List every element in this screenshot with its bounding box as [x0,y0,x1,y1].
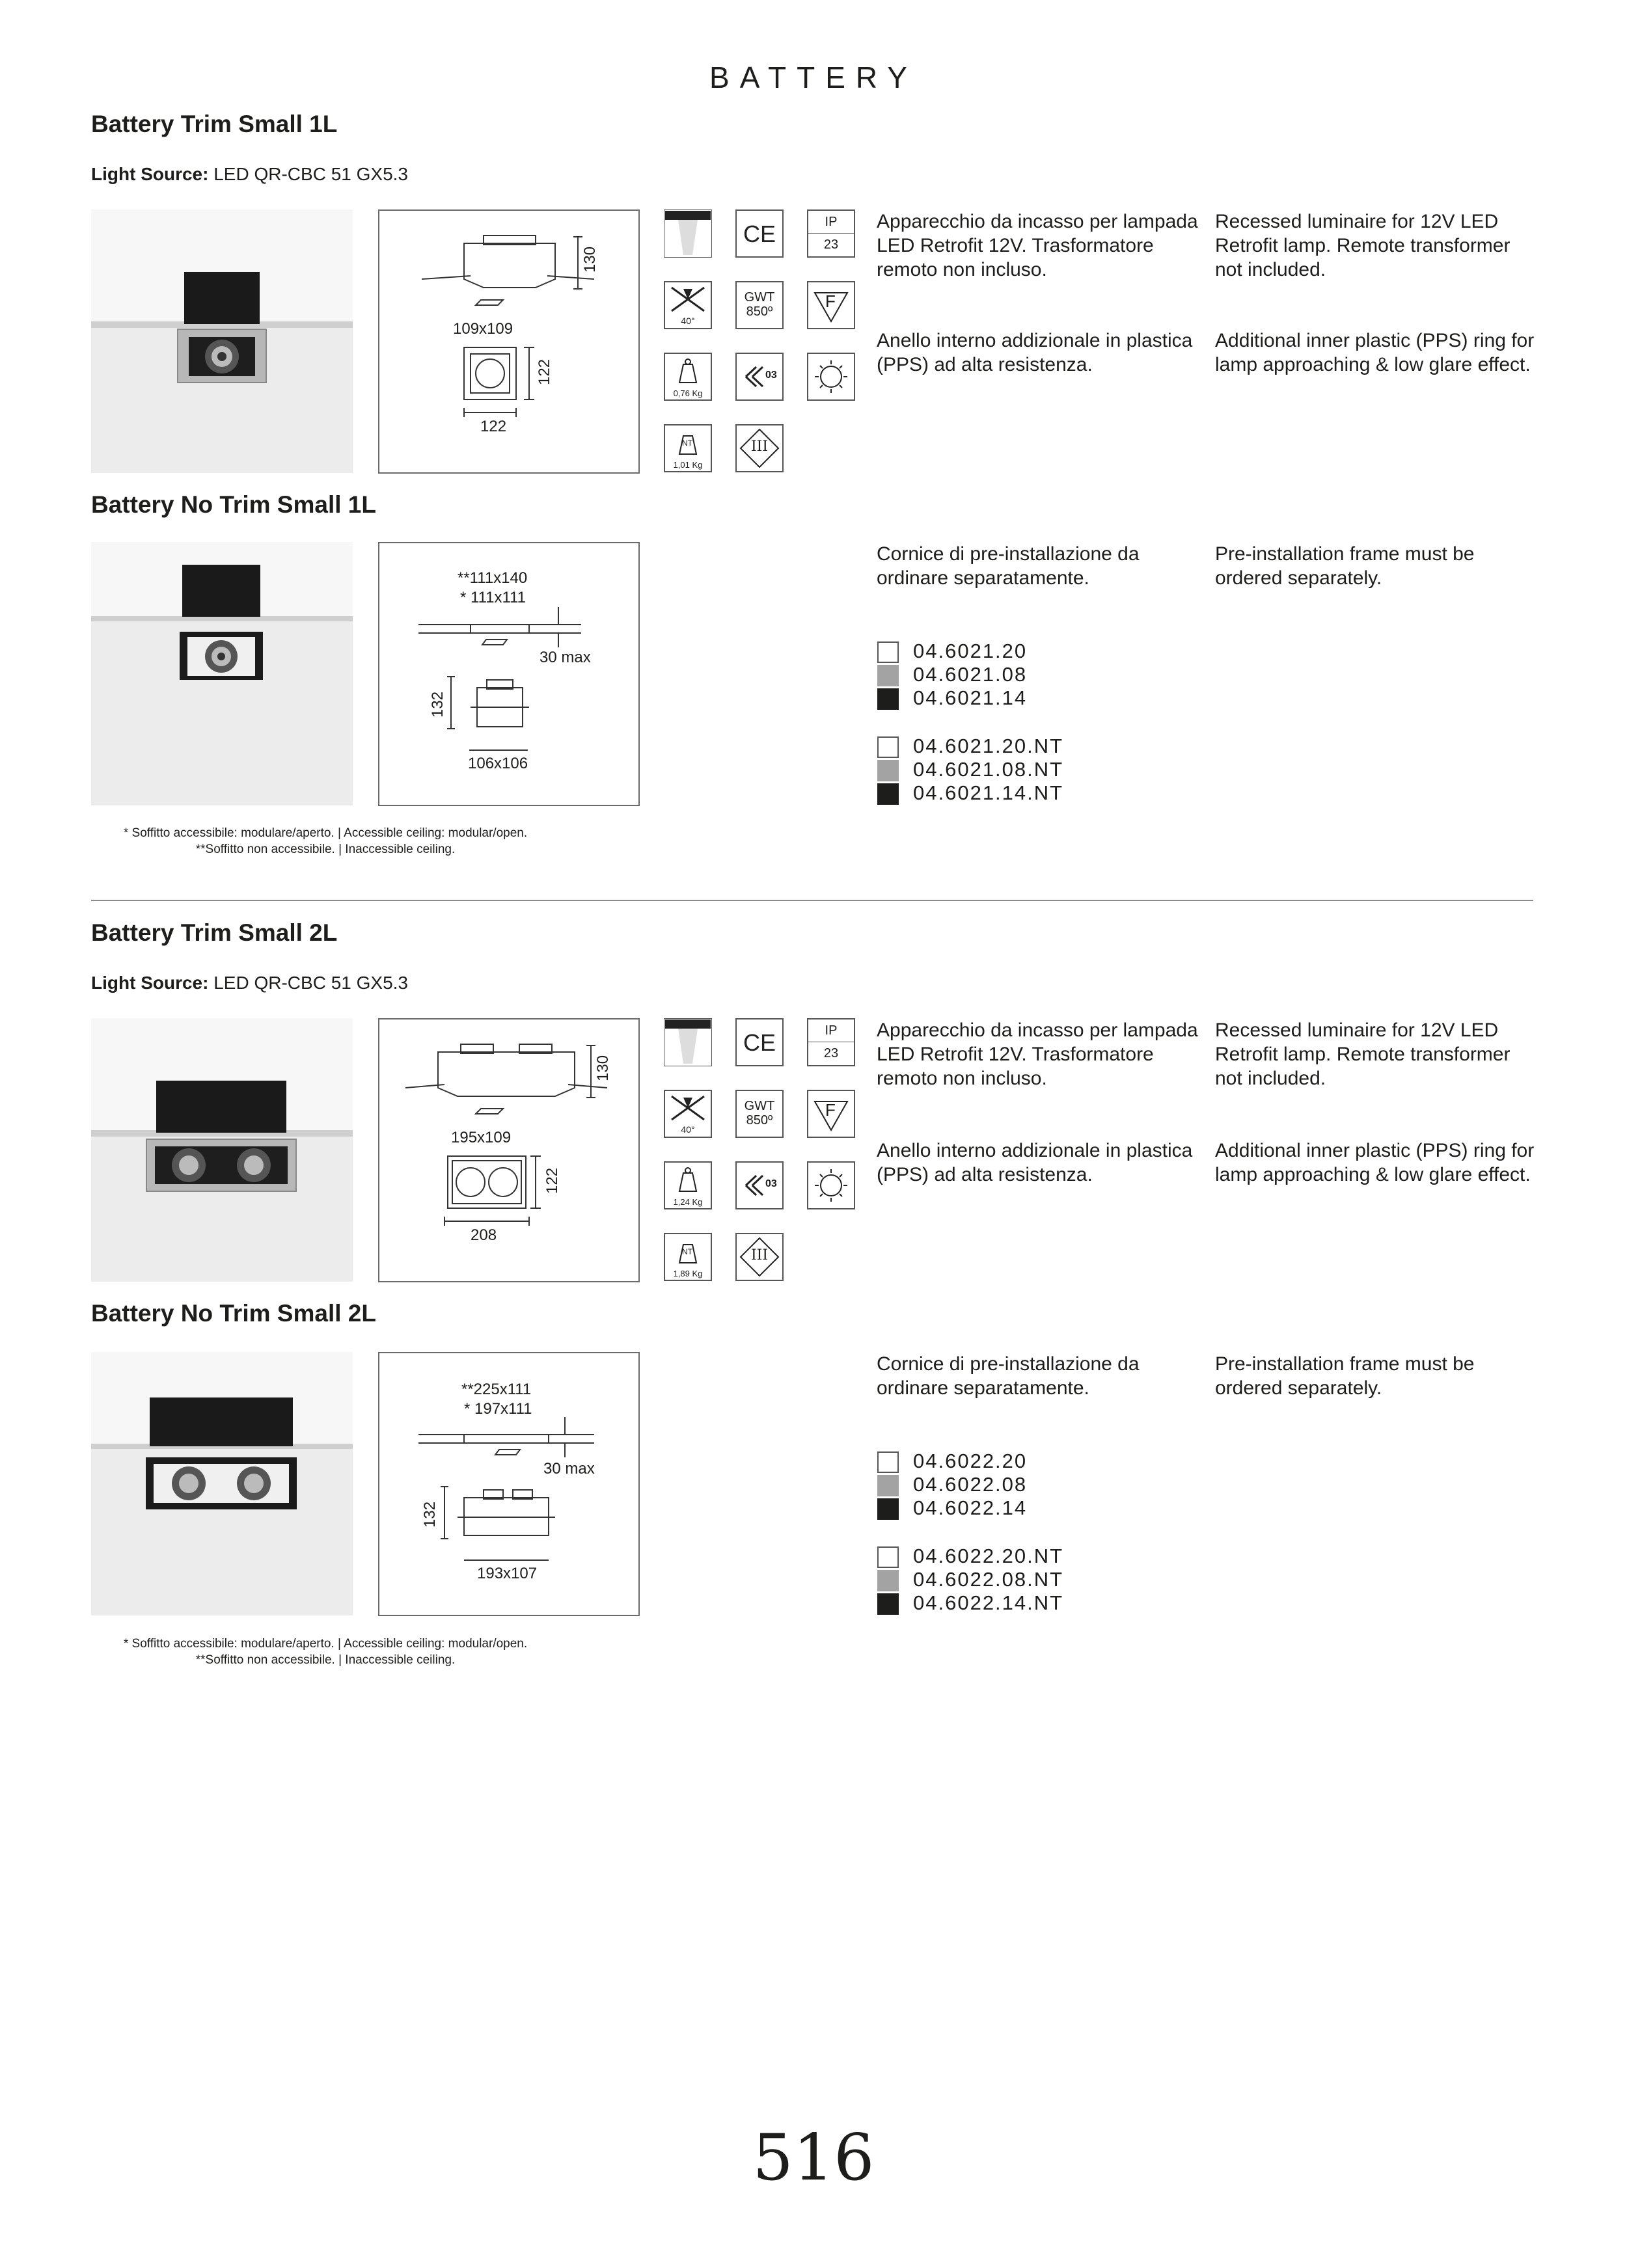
code-row [877,1591,1063,1615]
nt-label: NT [682,1247,692,1256]
ce-mark-icon [735,209,784,258]
description-en: Recessed luminaire for 12V LED Retrofit lamp. Remote transformer not included. [1215,211,1511,280]
technical-drawing-trim-1l [378,209,640,474]
footnote-inaccessible: **Soffitto non accessibile. | Inaccessible ceiling. [195,843,456,856]
color-swatch-black [877,688,899,710]
color-swatch-white [877,641,899,663]
description-en: Recessed luminaire for 12V LED Retrofit lamp. Remote transformer not included. [1215,1019,1511,1089]
lamp-symbol-icon [807,353,855,401]
lamp-beam-icon [664,1018,712,1066]
description-it: Apparecchio da incasso per lampada LED Retrofit 12V. Trasformatore remoto non incluso. [877,1019,1198,1089]
product-code: 04.6022.20 [913,1450,1028,1472]
icon-grid-trim-1l [664,209,859,476]
class-label: III [750,1247,769,1263]
color-swatch-white [877,736,899,758]
light-source-value: LED QR-CBC 51 GX5.3 [213,973,409,993]
product-code: 04.6021.20.NT [913,735,1064,757]
description-en: Pre-installation frame must be ordered separately. [1215,1353,1475,1399]
product-photo-trim-1l [91,209,353,473]
footnote-inaccessible: **Soffitto non accessibile. | Inaccessible ceiling. [195,1653,456,1667]
weight-value: 0,76 Kg [673,388,703,398]
product-photo-notrim-2l [91,1352,353,1615]
dim-max: 30 max [543,1460,595,1478]
code-row [877,640,1027,663]
description-it-ring: Anello interno addizionale in plastica (PPS) ad alta resistenza. [877,1140,1193,1185]
light-source-label: Light Source: [91,973,209,993]
color-swatch-grey [877,1570,899,1591]
product-code: 04.6022.14.NT [913,1591,1064,1614]
ip-label: IP [808,1019,854,1042]
product-code: 04.6021.14.NT [913,781,1064,804]
footnote [39,825,612,857]
f-mark-icon [807,281,855,329]
code-list [877,640,1027,710]
color-swatch-black [877,1498,899,1520]
beam-angle-value: 40° [681,316,695,326]
color-swatch-grey [877,665,899,686]
beam-angle-icon [664,1090,712,1138]
light-source-value: LED QR-CBC 51 GX5.3 [213,164,409,184]
code-row [877,1496,1027,1520]
light-source [91,164,408,185]
weight-nt-icon [664,424,712,472]
technical-drawing-trim-2l [378,1018,640,1282]
ip-value: 23 [823,237,839,252]
description-it-ring: Anello interno addizionale in plastica (PPS) ad alta resistenza. [877,330,1193,375]
gwt-temp: 850º [746,304,773,319]
code-row [877,735,1063,758]
product-code: 04.6022.08 [913,1473,1028,1496]
section-title: Battery Trim Small 1L [91,111,338,137]
svg-text:CE: CE [743,221,776,247]
ip-label: IP [808,211,854,234]
dim-height: 132 [429,691,446,718]
code-list-nt [877,1545,1063,1615]
section-divider [91,900,1533,901]
nt-label: NT [682,439,692,448]
energy-class-icon [735,1161,784,1209]
glow-wire-icon [735,1090,784,1138]
code-row [877,1545,1063,1568]
weight-icon [664,1161,712,1209]
product-photo-notrim-1l [91,542,353,805]
description-it: Cornice di pre-installazione da ordinare separatamente. [877,543,1140,589]
section-title: Battery Trim Small 2L [91,919,338,946]
ip-rating-icon [807,1018,855,1066]
footnote-accessible: * Soffitto accessibile: modulare/aperto. | Accessible ceiling: modular/open. [123,1637,528,1651]
footnote [39,1636,612,1668]
page-header: BATTERY [709,61,918,94]
energy-value: 03 [765,370,777,381]
code-row [877,663,1027,686]
dim-cutout: 195x109 [451,1129,512,1146]
glow-wire-icon [735,281,784,329]
ip-rating-icon [807,209,855,258]
gwt-label: GWT [744,290,775,304]
f-mark-letter: F [825,1100,836,1120]
weight-value: 1,24 Kg [673,1197,703,1207]
dim-height: 130 [594,1055,612,1081]
dim-face-width: 208 [471,1226,497,1244]
dim-height: 130 [581,246,599,273]
section-title: Battery No Trim Small 1L [91,491,376,518]
dim-face-height: 122 [543,1167,561,1194]
dim-height: 132 [421,1501,439,1528]
footnote-accessible: * Soffitto accessibile: modulare/aperto. | Accessible ceiling: modular/open. [123,826,528,840]
dim-face-height: 122 [536,358,553,385]
f-mark-icon [807,1090,855,1138]
description-it: Apparecchio da incasso per lampada LED Retrofit 12V. Trasformatore remoto non incluso. [877,211,1198,280]
dim-face-width: 122 [480,418,507,435]
dim-cut-nc: **225x111 [461,1381,532,1398]
light-source [91,973,408,993]
color-swatch-black [877,1593,899,1615]
dim-cut-c: * 197x111 [464,1400,532,1418]
code-list-nt [877,735,1063,805]
dim-cutout: 109x109 [453,320,513,338]
lamp-beam-icon [664,209,712,258]
color-swatch-black [877,783,899,805]
description-en-ring: Additional inner plastic (PPS) ring for lamp approaching & low glare effect. [1215,330,1535,375]
code-row [877,1473,1027,1496]
class-label: III [750,439,769,455]
product-code: 04.6021.08.NT [913,758,1064,781]
section-title: Battery No Trim Small 2L [91,1300,376,1327]
beam-angle-value: 40° [681,1124,695,1135]
beam-angle-icon [664,281,712,329]
code-list [877,1450,1027,1520]
color-swatch-white [877,1546,899,1568]
ce-mark-icon [735,1018,784,1066]
code-row [877,758,1063,781]
energy-class-icon [735,353,784,401]
lamp-symbol-icon [807,1161,855,1209]
svg-text:CE: CE [743,1029,776,1056]
ip-value: 23 [823,1046,839,1060]
technical-drawing-notrim-2l [378,1352,640,1616]
f-mark-letter: F [825,291,836,311]
light-source-label: Light Source: [91,164,209,184]
technical-drawing-notrim-1l [378,542,640,806]
page-number: 516 [752,2121,875,2195]
description-it: Cornice di pre-installazione da ordinare separatamente. [877,1353,1140,1399]
dim-cut-c: * 111x111 [460,589,526,606]
dim-width: 193x107 [477,1565,538,1582]
icon-grid-trim-2l [664,1018,859,1285]
dim-width: 106x106 [468,755,528,772]
product-code: 04.6022.08.NT [913,1568,1064,1591]
weight-nt-value: 1,01 Kg [673,460,703,470]
color-swatch-grey [877,760,899,781]
class-iii-icon [735,1233,784,1281]
product-code: 04.6022.14 [913,1496,1028,1519]
description-en: Pre-installation frame must be ordered separately. [1215,543,1475,589]
dim-max: 30 max [540,649,591,666]
code-row [877,1450,1027,1473]
energy-value: 03 [765,1178,777,1189]
product-code: 04.6022.20.NT [913,1545,1064,1567]
description-en-ring: Additional inner plastic (PPS) ring for lamp approaching & low glare effect. [1215,1140,1535,1185]
code-row [877,781,1063,805]
product-code: 04.6021.08 [913,663,1028,686]
product-code: 04.6021.20 [913,640,1028,662]
dim-cut-nc: **111x140 [458,569,528,587]
weight-nt-icon [664,1233,712,1281]
weight-nt-value: 1,89 Kg [673,1269,703,1278]
code-row [877,1568,1063,1591]
gwt-temp: 850º [746,1113,773,1127]
gwt-label: GWT [744,1099,775,1113]
class-iii-icon [735,424,784,472]
color-swatch-white [877,1451,899,1473]
color-swatch-grey [877,1475,899,1496]
product-photo-trim-2l [91,1018,353,1282]
product-code: 04.6021.14 [913,686,1028,709]
weight-icon [664,353,712,401]
code-row [877,686,1027,710]
